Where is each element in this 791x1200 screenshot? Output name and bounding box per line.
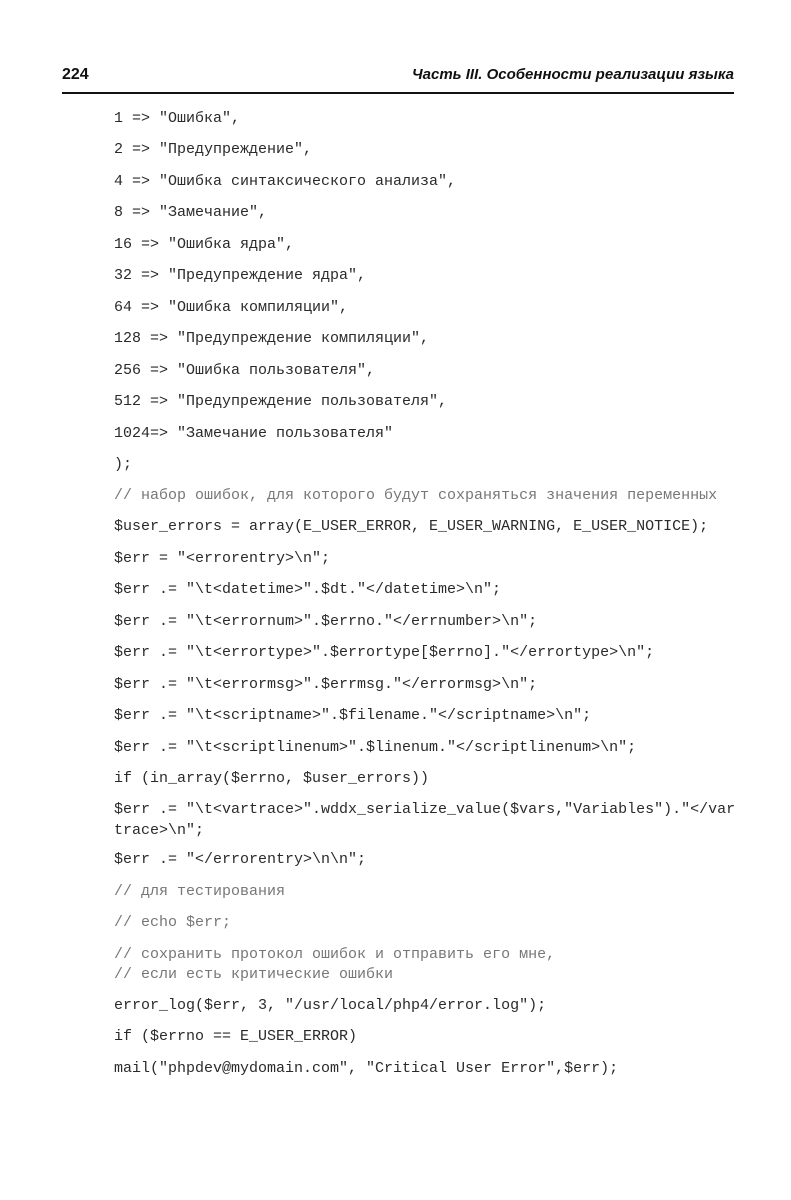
code-line: 4 => "Ошибка синтаксического анализа", (114, 173, 457, 190)
code-comment: // для тестирования (114, 883, 286, 900)
code-line: $user_errors = array(E_USER_ERROR, E_USER_WARNING, E_USER_NOTICE); (114, 518, 709, 535)
page-header (62, 64, 734, 94)
code-line: $err .= "\t<scriptname>".$filename."</scriptname>\n"; (114, 707, 592, 724)
code-line: $err .= "\t<vartrace>".wddx_serialize_value($vars,"Variables")."</vartrace>\n"; (114, 801, 736, 839)
code-line: if (in_array($errno, $user_errors)) (114, 770, 430, 787)
code-line: 512 => "Предупреждение пользователя", (114, 393, 448, 410)
code-line: 16 => "Ошибка ядра", (114, 236, 295, 253)
code-line: 64 => "Ошибка компиляции", (114, 299, 349, 316)
code-line: 128 => "Предупреждение компиляции", (114, 330, 430, 347)
code-line: $err .= "\t<errormsg>".$errmsg."</errormsg>\n"; (114, 676, 538, 693)
header-rule (62, 92, 734, 94)
code-line: error_log($err, 3, "/usr/local/php4/error.log"); (114, 997, 547, 1014)
code-line: $err .= "\t<datetime>".$dt."</datetime>\n"; (114, 581, 502, 598)
code-line: $err = "<errorentry>\n"; (114, 550, 331, 567)
code-line: $err .= "\t<errortype>".$errortype[$errno]."</errortype>\n"; (114, 644, 655, 661)
code-comment: // если есть критические ошибки (114, 966, 394, 983)
code-line: if ($errno == E_USER_ERROR) (114, 1028, 358, 1045)
page-number: 224 (62, 66, 89, 83)
code-line: $err .= "</errorentry>\n\n"; (114, 851, 367, 868)
code-line: 256 => "Ошибка пользователя", (114, 362, 376, 379)
running-title: Часть III. Особенности реализации языка (412, 66, 734, 83)
code-line: 32 => "Предупреждение ядра", (114, 267, 367, 284)
code-line: mail("phpdev@mydomain.com", "Critical User Error",$err); (114, 1060, 619, 1077)
code-line: 1 => "Ошибка", (114, 110, 241, 127)
code-line: 1024=> "Замечание пользователя" (114, 425, 394, 442)
code-line: 8 => "Замечание", (114, 204, 268, 221)
code-line: $err .= "\t<scriptlinenum>".$linenum."</scriptlinenum>\n"; (114, 739, 637, 756)
code-comment: // echo $err; (114, 914, 232, 931)
code-line: ); (114, 456, 133, 473)
code-comment: // сохранить протокол ошибок и отправить его мне, (114, 946, 556, 963)
code-line: $err .= "\t<errornum>".$errno."</errnumber>\n"; (114, 613, 538, 630)
code-comment: // набор ошибок, для которого будут сохраняться значения переменных (114, 487, 718, 504)
code-line: 2 => "Предупреждение", (114, 141, 313, 158)
